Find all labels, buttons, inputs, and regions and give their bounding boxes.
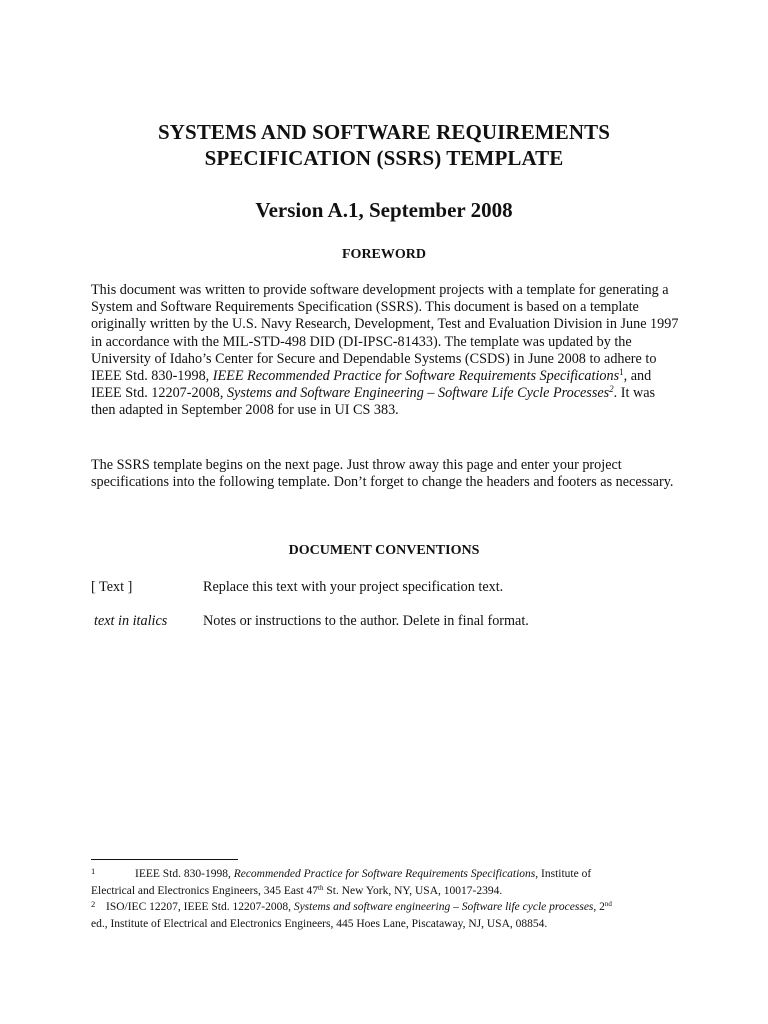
footnote-text: ISO/IEC 12207, IEEE Std. 12207-2008,	[106, 901, 294, 913]
footnote-text: , Institute of	[535, 868, 592, 880]
foreword-p1-text-a: This document was written to provide software development projects with a template for generating a System and Software Requirements Specification (SSRS). This document is based on a template originally written by the U.S. Navy Research, Development, Test and Evaluation Division in June 1997 in accordance with the MIL-STD-498 DID (DI-IPSC-81433). The template was updated by the University of Idaho’s Center for Secure and Dependable Systems (CSDS) in June 2008 to adhere to IEEE Std. 830-1998,	[91, 282, 679, 385]
footnote-separator	[91, 859, 238, 860]
footnote-2	[91, 899, 691, 932]
document-version: Version A.1, September 2008	[255, 198, 513, 222]
footnote-line-2	[91, 883, 691, 900]
convention-description: Notes or instructions to the author. Delete in final format.	[203, 613, 529, 629]
footnote-ref-1: 1	[619, 367, 624, 378]
footnote-ref-2: 2	[609, 384, 614, 395]
convention-term: [ Text ]	[91, 579, 133, 595]
convention-term: text in italics	[94, 613, 168, 629]
footnote-text: Electrical and Electronics Engineers, 345 East 47	[91, 884, 319, 897]
title-line-2: SPECIFICATION (SSRS) TEMPLATE	[204, 146, 564, 170]
foreword-p1-italic-1: IEEE Recommended Practice for Software Requirements Specifications	[212, 368, 620, 385]
footnote-text: St. New York, NY, USA, 10017-2394.	[323, 884, 503, 897]
footnote-number: 2	[91, 899, 96, 909]
footnote-line-2: ed., Institute of Electrical and Electronics Engineers, 445 Hoes Lane, Piscataway, NJ, USA, 08854.	[91, 917, 548, 930]
footnote-italic-title: Systems and software engineering – Software life cycle processes	[293, 901, 594, 913]
footnote-1	[91, 866, 691, 899]
footnote-ordinal: th	[318, 883, 324, 892]
footnote-text: , 2	[593, 901, 605, 913]
convention-description: Replace this text with your project specification text.	[203, 579, 504, 595]
footnote-italic-title: Recommended Practice for Software Requirements Specifications	[233, 868, 536, 880]
foreword-p1-text-c: . It was then adapted in September 2008 for use in UI CS 383.	[91, 385, 656, 419]
conventions-heading: DOCUMENT CONVENTIONS	[288, 543, 480, 558]
foreword-p1-italic-2: Systems and Software Engineering – Software Life Cycle Processes	[226, 385, 610, 402]
document-title	[0, 119, 768, 171]
footnote-line-1	[91, 899, 691, 916]
footnote-line-1	[91, 866, 691, 883]
footnote-text: IEEE Std. 830-1998,	[135, 868, 234, 880]
foreword-paragraph-2: The SSRS template begins on the next page. Just throw away this page and enter your project specifications into the following template. Don’t forget to change the headers and footers as necessary.	[91, 457, 674, 491]
foreword-heading: FOREWORD	[342, 247, 426, 262]
title-line-1: SYSTEMS AND SOFTWARE REQUIREMENTS	[158, 120, 610, 144]
foreword-paragraph-1	[91, 282, 681, 420]
footnote-number: 1	[91, 866, 96, 876]
foreword-p1-text-b: , and IEEE Std. 12207-2008,	[91, 368, 652, 402]
footnote-ordinal: nd	[604, 900, 612, 908]
